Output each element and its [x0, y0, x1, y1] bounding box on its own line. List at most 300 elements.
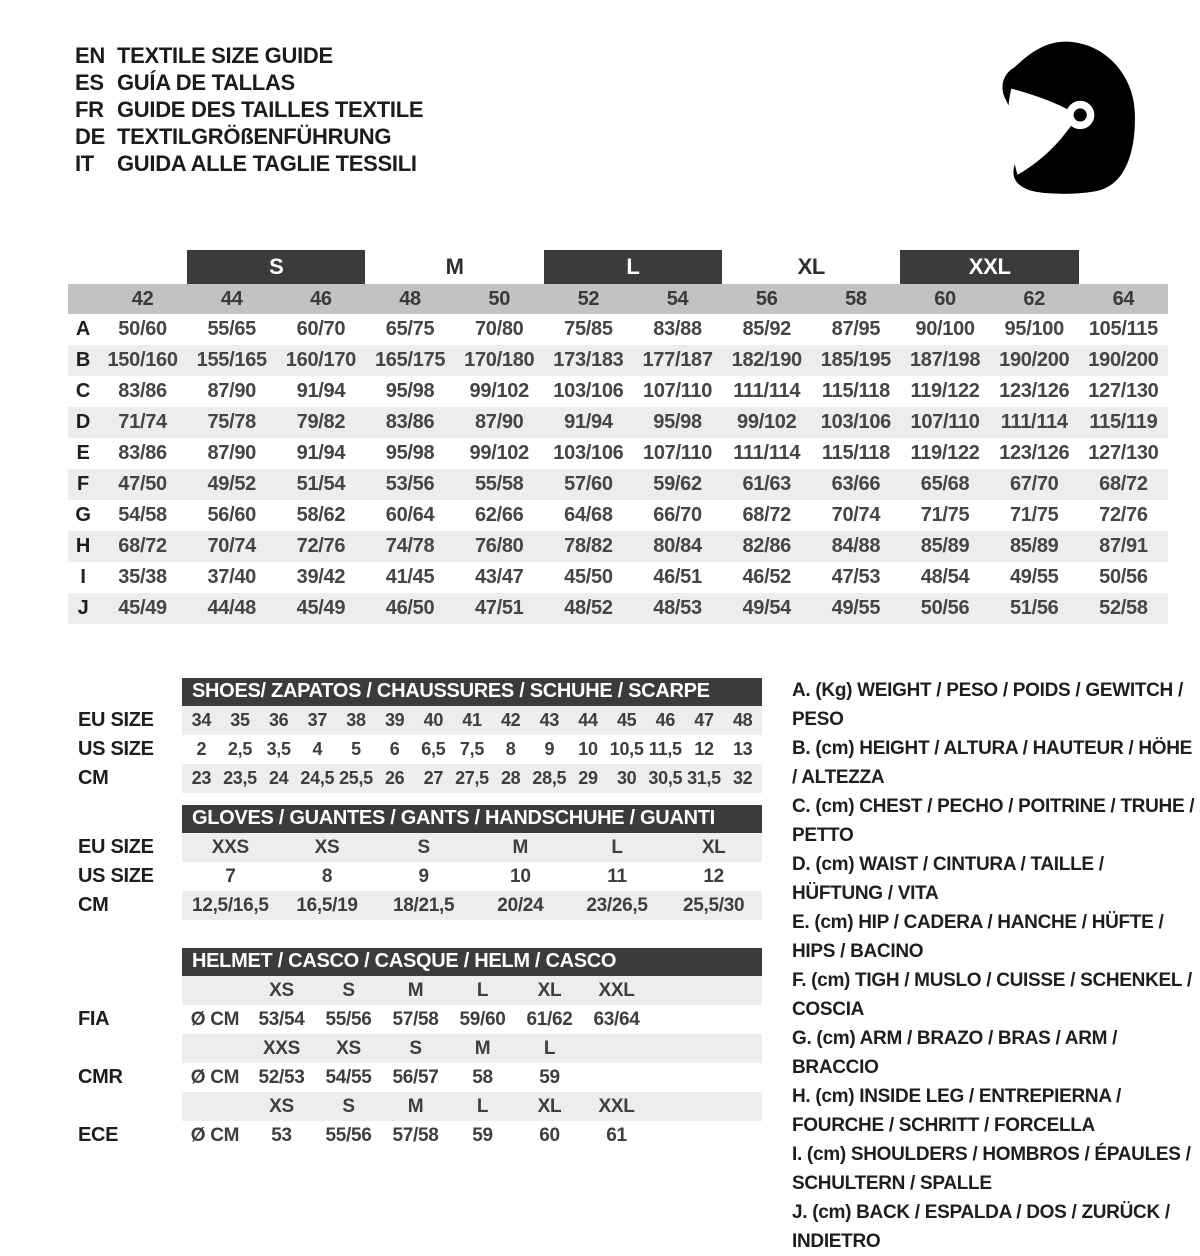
- section-row: [78, 764, 762, 793]
- size-value-cell: 35: [230, 710, 250, 730]
- size-column-header: 58: [811, 284, 900, 314]
- language-code: EN: [75, 42, 105, 68]
- size-value-cell: 70/74: [831, 504, 881, 526]
- size-value-cell: 38: [346, 710, 366, 730]
- unit-label: Ø CM: [190, 1008, 240, 1030]
- size-value-cell: 4: [312, 739, 323, 759]
- size-value-cell: 46: [655, 710, 676, 730]
- row-label: US SIZE: [78, 865, 154, 887]
- size-value-cell: 20/24: [497, 894, 544, 916]
- unit-label: Ø CM: [190, 1066, 240, 1088]
- row-cells: [182, 833, 762, 862]
- size-value-cell: 8: [505, 739, 516, 759]
- size-value-cell: 41/45: [385, 566, 435, 588]
- size-value-cell: 47: [694, 710, 714, 730]
- size-column-header: 60: [900, 284, 989, 314]
- section-title-row: [78, 804, 762, 833]
- size-value-cell: 12: [703, 865, 724, 887]
- size-value-cell: 52/58: [1079, 593, 1168, 624]
- row-label: EU SIZE: [78, 836, 154, 858]
- size-value-cell: 11,5: [648, 739, 682, 759]
- size-value-cell: 123/126: [999, 442, 1070, 464]
- row-label: CM: [78, 894, 109, 916]
- size-value-cell: 103/106: [811, 407, 900, 438]
- size-value-cell: 54/58: [118, 504, 167, 526]
- row-cells: [182, 891, 762, 920]
- size-header-cell: S: [342, 979, 355, 1001]
- size-value-cell: 60/64: [385, 504, 435, 526]
- language-title: GUIDA ALLE TAGLIE TESSILI: [117, 150, 417, 176]
- section-title-bar: GLOVES / GUANTES / GANTS / HANDSCHUHE / GUANTI: [182, 805, 762, 833]
- section-row: [78, 862, 762, 891]
- size-value-cell: 27,5: [455, 768, 489, 788]
- size-value-cell: 115/119: [1079, 407, 1168, 438]
- empty-cell: [182, 1034, 248, 1063]
- legend-item: C. (cm) CHEST / PECHO / POITRINE / TRUHE / PETTO: [792, 796, 1195, 846]
- size-value-cell: 83/86: [118, 380, 167, 402]
- size-value-cell: XXS: [211, 836, 249, 858]
- size-value-cell: 119/122: [910, 442, 980, 464]
- size-value-cell: 25,5: [339, 768, 373, 788]
- size-value-cell: 12: [694, 739, 714, 759]
- size-value-cell: 59/62: [633, 469, 722, 500]
- size-value-cell: 65/75: [385, 318, 435, 340]
- size-value-cell: 6,5: [421, 739, 446, 759]
- language-title: GUIDE DES TAILLES TEXTILE: [117, 96, 424, 122]
- size-value-cell: 105/115: [1088, 318, 1158, 340]
- row-label: US SIZE: [78, 738, 154, 760]
- row-cells: [182, 1034, 762, 1063]
- size-value-cell: 30,5: [648, 768, 683, 788]
- size-value-cell: 23/26,5: [586, 894, 648, 916]
- section-row: [78, 735, 762, 764]
- row-label: CMR: [78, 1066, 123, 1088]
- size-value-cell: 119/122: [910, 380, 980, 402]
- size-value-cell: 170/180: [455, 345, 544, 376]
- legend-item: I. (cm) SHOULDERS / HOMBROS / ÉPAULES / SCHULTERN / SPALLE: [792, 1144, 1191, 1194]
- helmet-size-section: [78, 947, 762, 1150]
- language-row: [75, 123, 423, 150]
- size-value-cell: 41: [462, 710, 482, 730]
- size-value-cell: 10: [510, 865, 531, 887]
- size-value-cell: 90/100: [915, 318, 975, 340]
- size-value-cell: 87/90: [207, 380, 257, 402]
- size-header-cell: S: [409, 1037, 422, 1059]
- size-group-spacer: [1079, 250, 1168, 284]
- section-row: [78, 976, 762, 1005]
- size-value-cell: 60: [539, 1124, 560, 1146]
- size-value-cell: 7,5: [459, 739, 485, 759]
- size-header-cell: S: [342, 1095, 355, 1117]
- size-value-cell: 63/64: [593, 1008, 640, 1030]
- size-value-cell: 30: [616, 768, 637, 788]
- size-value-cell: 56/57: [392, 1066, 439, 1088]
- section-row: [78, 1005, 762, 1034]
- size-value-cell: 43/47: [474, 566, 524, 588]
- size-value-cell: 80/84: [633, 531, 722, 562]
- size-value-cell: 115/118: [821, 380, 890, 402]
- language-code: ES: [75, 69, 104, 95]
- size-value-cell: 59/60: [459, 1008, 506, 1030]
- size-group-m: M: [445, 254, 464, 279]
- size-value-cell: 99/102: [469, 442, 529, 464]
- size-value-cell: 165/175: [365, 345, 454, 376]
- size-value-cell: 83/86: [365, 407, 454, 438]
- size-header-cell: XS: [269, 979, 294, 1001]
- section-title-row: [78, 677, 762, 706]
- size-column-header: 54: [633, 284, 722, 314]
- size-value-cell: 50/56: [1099, 566, 1148, 588]
- size-value-cell: 82/86: [722, 531, 811, 562]
- size-value-cell: 59: [539, 1066, 560, 1088]
- size-header-cell: [583, 1034, 650, 1063]
- size-value-cell: 95/98: [633, 407, 722, 438]
- row-letter: G: [75, 504, 91, 526]
- size-value-cell: 18/21,5: [393, 894, 455, 916]
- empty-cell: [182, 1092, 248, 1121]
- size-value-cell: 50/56: [900, 593, 989, 624]
- size-value-cell: 9: [418, 865, 429, 887]
- size-value-cell: 99/102: [469, 380, 529, 402]
- legend-item: J. (cm) BACK / ESPALDA / DOS / ZURÜCK / INDIETRO: [792, 1202, 1170, 1252]
- size-value-cell: 71/74: [98, 407, 187, 438]
- size-group-s: S: [187, 250, 365, 284]
- size-value-cell: 111/114: [733, 380, 801, 402]
- language-row: [75, 150, 423, 177]
- size-value-cell: 83/86: [118, 442, 167, 464]
- size-value-cell: 72/76: [1099, 504, 1148, 526]
- row-label: [78, 976, 182, 1005]
- row-cells: [182, 735, 762, 764]
- size-value-cell: 53/56: [365, 469, 454, 500]
- size-group-spacer: [68, 250, 187, 284]
- size-value-cell: 23,5: [223, 768, 257, 788]
- size-value-cell: S: [417, 836, 430, 858]
- size-value-cell: 42: [500, 710, 521, 730]
- size-value-cell: 107/110: [643, 380, 713, 402]
- size-value-cell: 28: [500, 768, 521, 788]
- size-value-cell: 85/89: [900, 531, 989, 562]
- size-value-cell: 58/62: [296, 504, 346, 526]
- language-title: TEXTILE SIZE GUIDE: [117, 42, 333, 68]
- size-value-cell: 67/70: [990, 469, 1079, 500]
- size-value-cell: M: [512, 836, 529, 858]
- size-value-cell: 13: [732, 739, 753, 759]
- size-value-cell: 2,5: [227, 739, 253, 759]
- size-header-cell: XL: [537, 979, 562, 1001]
- size-value-cell: 32: [732, 768, 753, 788]
- size-column-header: 44: [187, 284, 276, 314]
- size-value-cell: 111/114: [990, 407, 1079, 438]
- size-header-cell: XL: [537, 1095, 562, 1117]
- size-value-cell: 49/55: [811, 593, 900, 624]
- language-code: FR: [75, 96, 104, 122]
- size-header-cell: M: [474, 1037, 491, 1059]
- language-code: IT: [75, 150, 94, 176]
- size-value-cell: 39/42: [296, 566, 346, 588]
- row-letter: A: [75, 318, 91, 340]
- size-header-cell: M: [407, 1095, 424, 1117]
- size-value-cell: 55/58: [455, 469, 544, 500]
- row-letter: D: [68, 407, 98, 438]
- size-value-cell: 34: [191, 710, 212, 730]
- size-header-cell: XXL: [598, 979, 635, 1001]
- size-value-cell: 55/56: [325, 1008, 372, 1030]
- legend-item: A. (Kg) WEIGHT / PESO / POIDS / GEWITCH / PESO: [792, 680, 1183, 730]
- row-letter: F: [68, 469, 98, 500]
- size-value-cell: 40: [423, 710, 444, 730]
- size-value-cell: 49/55: [1009, 566, 1059, 588]
- size-value-cell: 71/75: [1009, 504, 1059, 526]
- size-value-cell: 51/54: [276, 469, 365, 500]
- size-value-cell: 107/110: [900, 407, 989, 438]
- size-value-cell: 71/75: [920, 504, 970, 526]
- size-value-cell: 53/54: [258, 1008, 305, 1030]
- size-value-cell: 11: [607, 865, 627, 887]
- size-value-cell: 60/70: [296, 318, 346, 340]
- row-cells: [182, 1063, 762, 1092]
- size-value-cell: 10: [578, 739, 598, 759]
- size-value-cell: 91/94: [296, 442, 346, 464]
- size-value-cell: 57/58: [392, 1124, 439, 1146]
- row-letter: E: [76, 442, 90, 464]
- size-value-cell: 55/56: [325, 1124, 372, 1146]
- size-value-cell: 64/68: [564, 504, 613, 526]
- size-value-cell: 70/80: [474, 318, 524, 340]
- row-label: FIA: [78, 1008, 110, 1030]
- size-value-cell: 52/53: [258, 1066, 305, 1088]
- row-label: [78, 677, 182, 706]
- size-value-cell: 45: [616, 710, 637, 730]
- size-value-cell: 63/66: [811, 469, 900, 500]
- size-value-cell: 61/62: [526, 1008, 573, 1030]
- legend-item: E. (cm) HIP / CADERA / HANCHE / HÜFTE / HIPS / BACINO: [792, 912, 1164, 962]
- size-value-cell: 190/200: [990, 345, 1079, 376]
- section-row: [78, 833, 762, 862]
- size-value-cell: 57/60: [544, 469, 633, 500]
- empty-cell: [182, 976, 248, 1005]
- size-value-cell: 12,5/16,5: [192, 894, 269, 916]
- row-letter: B: [68, 345, 98, 376]
- section-title-bar: HELMET / CASCO / CASQUE / HELM / CASCO: [182, 948, 762, 976]
- size-value-cell: 39: [384, 710, 405, 730]
- size-value-cell: 68/72: [98, 531, 187, 562]
- size-value-cell: XL: [701, 836, 726, 858]
- size-value-cell: 35/38: [118, 566, 167, 588]
- size-value-cell: 23: [191, 768, 212, 788]
- size-value-cell: 68/72: [742, 504, 792, 526]
- size-value-cell: [583, 1063, 650, 1092]
- language-title: TEXTILGRÖßENFÜHRUNG: [117, 123, 392, 149]
- size-value-cell: 70/74: [187, 531, 276, 562]
- size-value-cell: 85/92: [742, 318, 792, 340]
- size-value-cell: 48/53: [633, 593, 722, 624]
- size-value-cell: 187/198: [900, 345, 989, 376]
- size-group-xl: XL: [797, 254, 826, 279]
- size-value-cell: 26: [384, 768, 405, 788]
- size-value-cell: 45/49: [98, 593, 187, 624]
- row-label: [78, 1034, 182, 1063]
- shoes-size-section: [78, 677, 762, 793]
- size-value-cell: 62/66: [474, 504, 524, 526]
- size-value-cell: 56/60: [207, 504, 257, 526]
- row-label: ECE: [78, 1124, 119, 1146]
- size-value-cell: 155/165: [187, 345, 276, 376]
- size-value-cell: 27: [423, 768, 444, 788]
- section-row: [78, 1121, 762, 1150]
- size-value-cell: 55/65: [207, 318, 257, 340]
- size-value-cell: 103/106: [553, 380, 624, 402]
- size-value-cell: 177/187: [633, 345, 722, 376]
- size-value-cell: 84/88: [811, 531, 900, 562]
- size-value-cell: 95/98: [385, 442, 435, 464]
- section-row: [78, 706, 762, 735]
- size-column-header: 56: [722, 284, 811, 314]
- section-row: [78, 1092, 762, 1121]
- measurement-legend: [792, 676, 1196, 1256]
- size-value-cell: 103/106: [553, 442, 624, 464]
- size-value-cell: 24: [268, 768, 289, 788]
- size-header-cell: L: [476, 979, 489, 1001]
- legend-item: D. (cm) WAIST / CINTURA / TAILLE / HÜFTUNG / VITA: [792, 854, 1104, 904]
- size-value-cell: 127/130: [1088, 442, 1159, 464]
- size-value-cell: 54/55: [325, 1066, 372, 1088]
- size-value-cell: 83/88: [653, 318, 702, 340]
- size-column-header: 52: [544, 284, 633, 314]
- language-row: [75, 96, 423, 123]
- legend-item: H. (cm) INSIDE LEG / ENTREPIERNA / FOURCHE / SCHRITT / FORCELLA: [792, 1086, 1122, 1136]
- language-row: [75, 42, 423, 69]
- size-value-cell: 46/50: [365, 593, 454, 624]
- row-label: CM: [78, 767, 109, 789]
- size-value-cell: 29: [578, 768, 598, 788]
- size-value-cell: 95/98: [385, 380, 435, 402]
- gloves-size-section: [78, 804, 762, 920]
- size-value-cell: 48/54: [920, 566, 970, 588]
- size-value-cell: 46/52: [742, 566, 792, 588]
- size-value-cell: 7: [225, 865, 236, 887]
- size-value-cell: 48: [732, 710, 753, 730]
- size-header-cell: L: [476, 1095, 489, 1117]
- row-cells: [182, 976, 762, 1005]
- row-letter: H: [68, 531, 98, 562]
- legend-item: B. (cm) HEIGHT / ALTURA / HAUTEUR / HÖHE / ALTEZZA: [792, 738, 1193, 788]
- row-label: [78, 1092, 182, 1121]
- size-value-cell: 28,5: [532, 768, 567, 788]
- size-value-cell: 79/82: [276, 407, 365, 438]
- size-value-cell: 75/78: [187, 407, 276, 438]
- size-value-cell: 91/94: [296, 380, 346, 402]
- size-value-cell: 49/52: [187, 469, 276, 500]
- size-value-cell: 16,5/19: [296, 894, 358, 916]
- size-value-cell: 65/68: [900, 469, 989, 500]
- size-value-cell: 76/80: [455, 531, 544, 562]
- size-value-cell: 5: [351, 739, 361, 759]
- size-value-cell: 61/63: [722, 469, 811, 500]
- size-group-l: L: [544, 250, 722, 284]
- size-value-cell: 6: [389, 739, 400, 759]
- size-value-cell: 87/95: [831, 318, 881, 340]
- size-value-cell: 49/54: [722, 593, 811, 624]
- row-cells: [182, 764, 762, 793]
- row-letter: I: [80, 566, 86, 588]
- helmet-icon: [982, 36, 1148, 198]
- size-column-header: 42: [98, 284, 187, 314]
- size-value-cell: 10,5: [609, 739, 644, 759]
- size-value-cell: 127/130: [1088, 380, 1159, 402]
- size-value-cell: 43: [539, 710, 560, 730]
- size-header-cell: XXS: [262, 1037, 301, 1059]
- textile-size-table: [68, 250, 1168, 624]
- row-cells: [182, 706, 762, 735]
- size-value-cell: 182/190: [722, 345, 811, 376]
- size-value-cell: 44/48: [187, 593, 276, 624]
- size-value-cell: 47/53: [831, 566, 881, 588]
- size-header-cell: L: [543, 1037, 556, 1059]
- size-value-cell: 74/78: [365, 531, 454, 562]
- size-column-header: 64: [1079, 284, 1168, 314]
- section-row: [78, 1063, 762, 1092]
- size-value-cell: 36: [268, 710, 289, 730]
- size-column-header: 48: [365, 284, 454, 314]
- section-row: [78, 891, 762, 920]
- size-header-cell: M: [407, 979, 424, 1001]
- size-value-cell: 45/49: [276, 593, 365, 624]
- size-value-cell: 25,5/30: [683, 894, 745, 916]
- size-header-cell: XS: [269, 1095, 294, 1117]
- section-title-row: [78, 947, 762, 976]
- size-value-cell: 150/160: [98, 345, 187, 376]
- size-value-cell: 123/126: [999, 380, 1070, 402]
- size-value-cell: L: [611, 836, 623, 858]
- size-value-cell: XS: [314, 836, 340, 858]
- size-value-cell: 115/118: [821, 442, 890, 464]
- size-value-cell: 8: [321, 865, 333, 887]
- section-title-bar: SHOES/ ZAPATOS / CHAUSSURES / SCHUHE / SCARPE: [182, 678, 762, 706]
- size-value-cell: 111/114: [733, 442, 801, 464]
- size-value-cell: 66/70: [653, 504, 702, 526]
- size-value-cell: 185/195: [811, 345, 900, 376]
- size-value-cell: 173/183: [544, 345, 633, 376]
- size-value-cell: 37/40: [207, 566, 257, 588]
- size-column-header: 50: [455, 284, 544, 314]
- size-value-cell: 46/51: [653, 566, 702, 588]
- size-value-cell: 87/90: [207, 442, 257, 464]
- size-value-cell: 95/100: [1004, 318, 1064, 340]
- size-value-cell: 72/76: [276, 531, 365, 562]
- size-value-cell: 78/82: [544, 531, 633, 562]
- size-value-cell: 51/56: [990, 593, 1079, 624]
- size-value-cell: 47/51: [455, 593, 544, 624]
- language-title-list: [75, 42, 423, 177]
- row-cells: [182, 1121, 762, 1150]
- size-value-cell: 37: [307, 710, 328, 730]
- size-value-cell: 2: [196, 739, 207, 759]
- legend-item: F. (cm) TIGH / MUSLO / CUISSE / SCHENKEL / COSCIA: [792, 970, 1192, 1020]
- size-value-cell: 24,5: [300, 768, 335, 788]
- size-value-cell: 87/91: [1079, 531, 1168, 562]
- column-band-corner: [68, 284, 98, 314]
- language-title: GUÍA DE TALLAS: [117, 69, 295, 95]
- size-value-cell: 3,5: [266, 739, 291, 759]
- row-cells: [182, 1092, 762, 1121]
- row-letter: C: [75, 380, 91, 402]
- size-value-cell: 57/58: [392, 1008, 439, 1030]
- unit-label: Ø CM: [190, 1124, 240, 1146]
- size-value-cell: 160/170: [276, 345, 365, 376]
- row-cells: [182, 1005, 762, 1034]
- size-value-cell: 107/110: [643, 442, 713, 464]
